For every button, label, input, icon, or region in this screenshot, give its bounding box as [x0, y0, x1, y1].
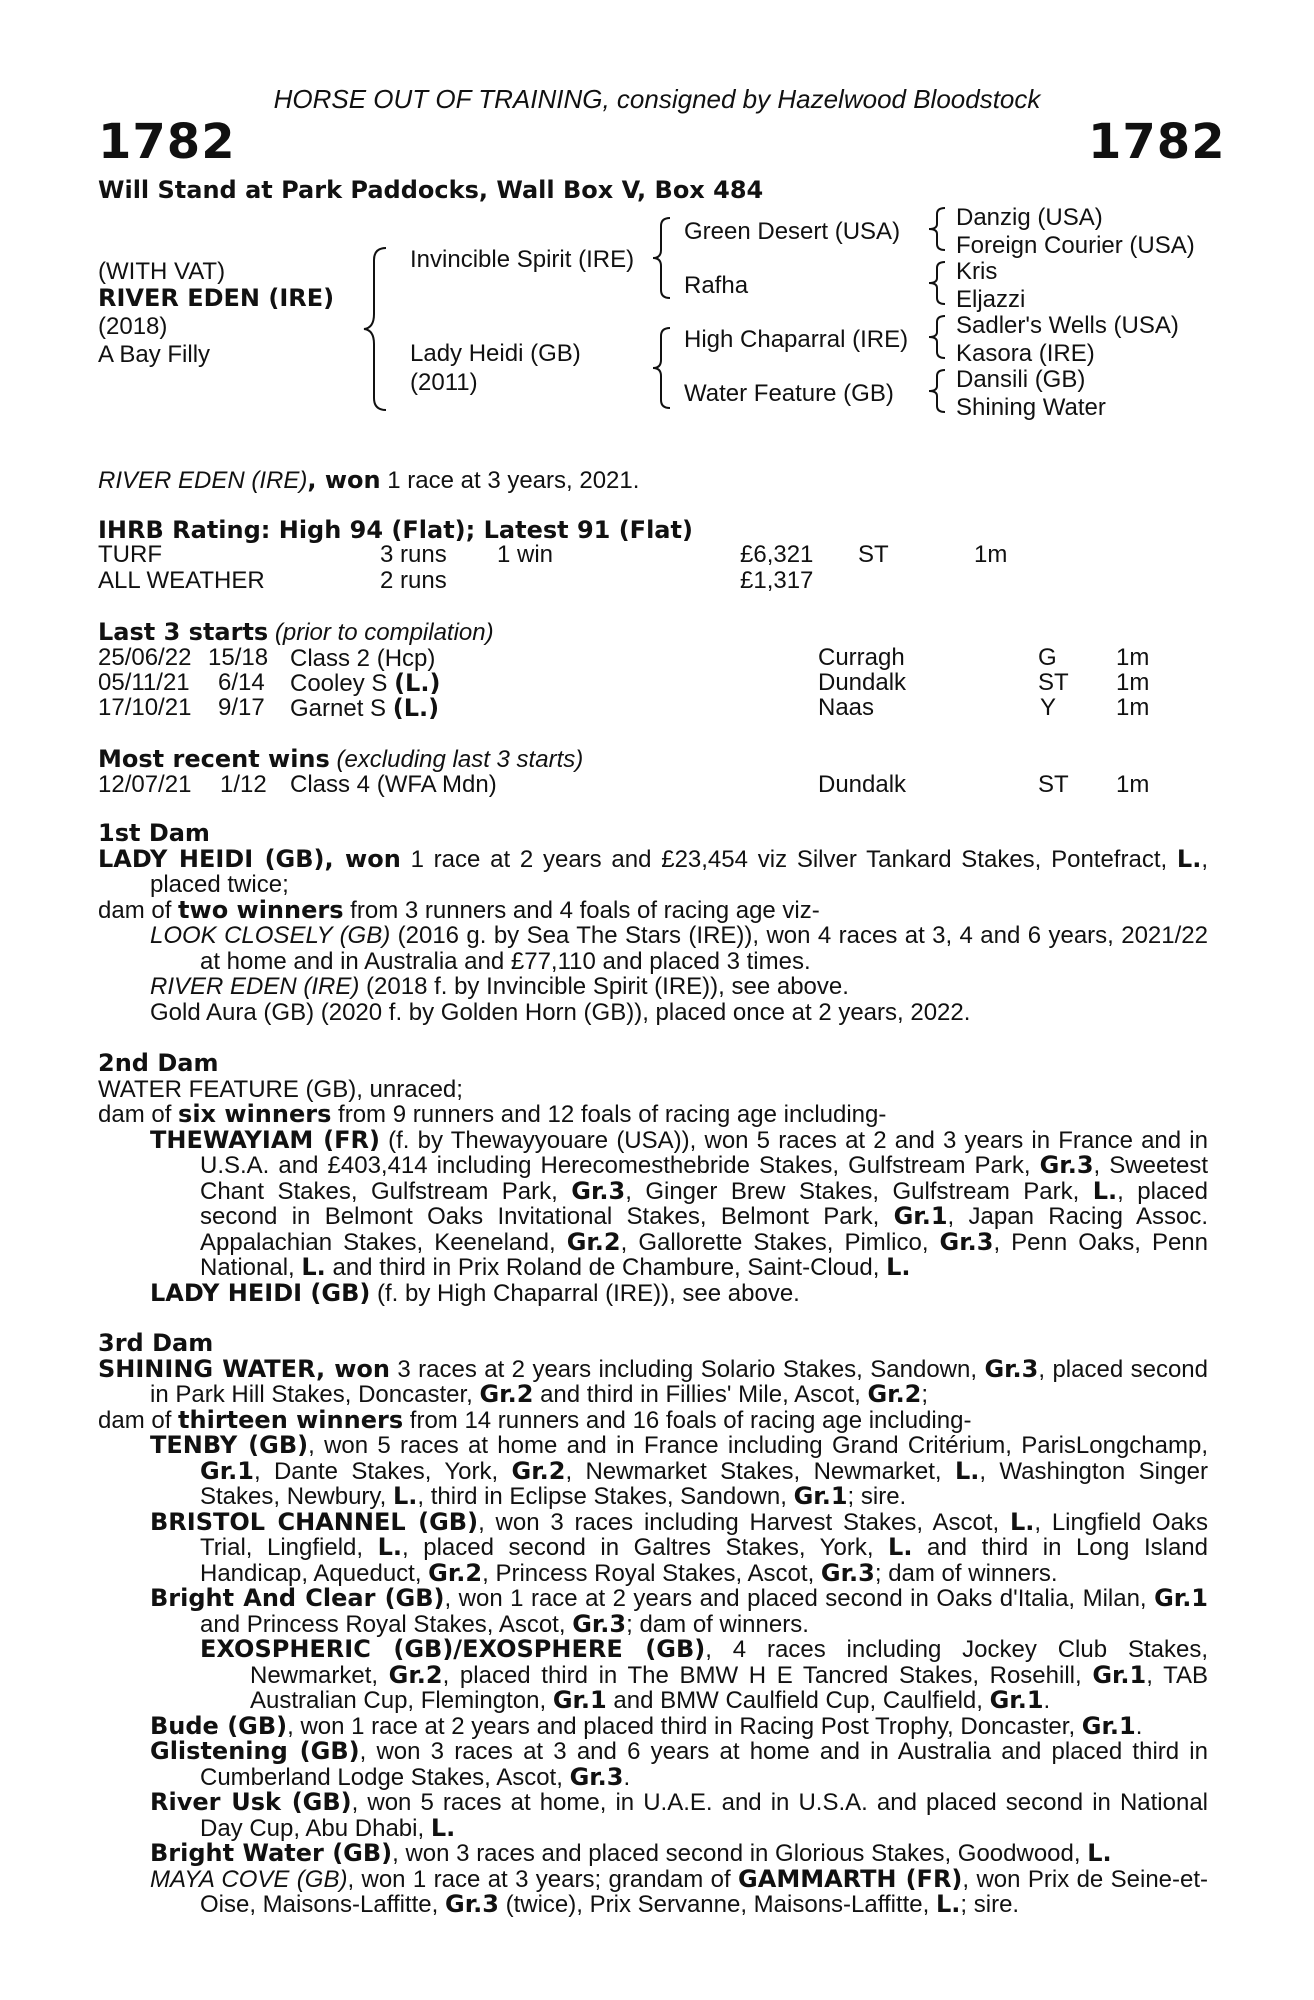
third-dam-offspring: Bright And Clear (GB), won 1 race at 2 years and placed second in Oaks d'Italia, Milan, Gr.1 and Princess Royal Stakes, Ascot, Gr.3; dam of winners.: [150, 1584, 1209, 1638]
win-race: Class 4 (WFA Mdn): [290, 771, 497, 798]
pedigree-brace-ss: [926, 206, 948, 252]
recent-wins-title: Most recent wins: [98, 745, 330, 773]
start-date: 17/10/21: [98, 694, 192, 721]
summary-horse-name: RIVER EDEN (IRE): [98, 467, 308, 494]
horse-name: RIVER EDEN (IRE): [98, 284, 335, 312]
pedigree-brace-dd: [926, 368, 948, 414]
last-starts-heading: [98, 618, 494, 647]
start-going: Y: [1040, 694, 1057, 721]
win-position: 1/12: [220, 771, 267, 798]
win-course: Dundalk: [818, 771, 907, 798]
third-dam-offspring: MAYA COVE (GB), won 1 race at 3 years; grandam of GAMMARTH (FR), won Prix de Seine-et-Oise, Maisons-Laffitte, Gr.3 (twice), Prix Servanne, Maisons-Laffitte, L.; sire.: [150, 1864, 1209, 1918]
rating-going: ST: [858, 541, 889, 568]
win-distance: 1m: [1116, 771, 1150, 798]
dam-sire: High Chaparral (IRE): [684, 326, 909, 353]
rating-runs: 2 runs: [380, 567, 447, 594]
vat-note: (WITH VAT): [98, 258, 226, 285]
dam: Lady Heidi (GB): [410, 340, 581, 367]
third-dam-offspring: Bude (GB), won 1 race at 2 years and placed third in Racing Post Trophy, Doncaster, Gr.1.: [150, 1711, 1143, 1740]
start-date: 25/06/22: [98, 644, 192, 671]
start-position: 9/17: [218, 694, 265, 721]
start-course: Curragh: [818, 644, 905, 671]
start-date: 05/11/21: [98, 669, 190, 696]
pedigree-brace-ds: [926, 314, 948, 360]
dam-year: (2011): [410, 369, 478, 396]
dam-dam-dam: Shining Water: [956, 394, 1106, 421]
dam-sire-sire: Sadler's Wells (USA): [956, 312, 1179, 339]
start-position: 15/18: [208, 644, 269, 671]
rating-surface: TURF: [98, 541, 162, 568]
recent-wins-note: (excluding last 3 starts): [329, 746, 584, 773]
third-dam-produce-summary: dam of thirteen winners from 14 runners and 16 foals of racing age including-: [98, 1405, 972, 1434]
pedigree-brace-sd: [926, 260, 948, 306]
sire-sire-sire: Danzig (USA): [956, 204, 1103, 231]
horse-description: A Bay Filly: [98, 341, 211, 368]
third-dam-offspring: Glistening (GB), won 3 races at 3 and 6 years at home and in Australia and placed third in Cumberland Lodge Stakes, Ascot, Gr.3.: [150, 1737, 1208, 1791]
start-race: Cooley S (L.): [290, 669, 441, 697]
sire-dam-dam: Eljazzi: [956, 286, 1026, 313]
horse-year: (2018): [98, 313, 168, 340]
first-dam-heading: 1st Dam: [98, 819, 210, 847]
rating-wins: 1 win: [497, 541, 554, 568]
start-race: Garnet S (L.): [290, 694, 440, 722]
sire-sire-dam: Foreign Courier (USA): [956, 232, 1195, 259]
rating-prize: £6,321: [740, 541, 814, 568]
win-going-label: ST: [1038, 771, 1069, 798]
second-dam-offspring: THEWAYIAM (FR) (f. by Thewayyouare (USA)), won 5 races at 2 and 3 years in France and in U.S.A. and £403,414 including Herecomesthebride Stakes, Gulfstream Park, Gr.3, Sweetest Chant Stakes, Gulfstream Park, Gr.3, Ginger Brew Stakes, Gulfstream Park, L., placed second in Belmont Oaks Invitational Stakes, Belmont Park, Gr.1, Japan Racing Assoc. Appalachian Stakes, Keeneland, Gr.2, Gallorette Stakes, Pimlico, Gr.3, Penn Oaks, Penn National, L. and third in Prix Roland de Chambure, Saint-Cloud, L.: [150, 1125, 1209, 1281]
pedigree-brace-main: [360, 246, 390, 412]
start-going: ST: [1038, 669, 1069, 696]
first-dam-offspring: RIVER EDEN (IRE) (2018 f. by Invincible Spirit (IRE)), see above.: [150, 973, 849, 1000]
third-dam-offspring: River Usk (GB), won 5 races at home, in U.A.E. and in U.S.A. and placed second in National Day Cup, Abu Dhabi, L.: [150, 1788, 1209, 1842]
consignor-note: HORSE OUT OF TRAINING, consigned by Hazelwood Bloodstock: [273, 84, 1041, 114]
sire-sire: Green Desert (USA): [684, 218, 901, 245]
second-dam-produce-summary: dam of six winners from 9 runners and 12 foals of racing age including-: [98, 1100, 887, 1128]
third-dam-offspring: Bright Water (GB), won 3 races and placed second in Glorious Stakes, Goodwood, L.: [150, 1839, 1112, 1867]
first-dam-offspring: Gold Aura (GB) (2020 f. by Golden Horn (GB)), placed once at 2 years, 2022.: [150, 998, 971, 1026]
third-dam-grandchild: EXOSPHERIC (GB)/EXOSPHERE (GB), 4 races including Jockey Club Stakes, Newmarket, Gr.2, placed third in The BMW H E Tancred Stakes, Rosehill, Gr.1, TAB Australian Cup, Flemington, Gr.1 and BMW Caulfield Cup, Caulfield, Gr.1.: [200, 1635, 1209, 1714]
start-course: Dundalk: [818, 669, 907, 696]
first-dam-record: LADY HEIDI (GB), won 1 race at 2 years and £23,454 viz Silver Tankard Stakes, Pontefract, L., placed twice;: [98, 844, 1208, 898]
third-dam-offspring: BRISTOL CHANNEL (GB), won 3 races including Harvest Stakes, Ascot, L., Lingfield Oaks Trial, Lingfield, L., placed second in Galtres Stakes, York, L. and third in Long Island Handicap, Aqueduct, Gr.2, Princess Royal Stakes, Ascot, Gr.3; dam of winners.: [150, 1507, 1209, 1587]
win-date: 12/07/21: [98, 771, 192, 798]
third-dam-heading: 3rd Dam: [98, 1329, 214, 1357]
rating-distance: 1m: [974, 541, 1008, 568]
first-dam-section: [98, 821, 1208, 1025]
start-distance: 1m: [1116, 644, 1150, 671]
recent-wins-heading: [98, 745, 583, 774]
sire: Invincible Spirit (IRE): [410, 246, 635, 273]
lot-number-left: 1782: [98, 114, 236, 170]
pedigree-brace-dam: [650, 326, 674, 410]
last-starts-title: Last 3 starts: [98, 618, 269, 646]
sire-dam: Rafha: [684, 272, 749, 299]
rating-surface: ALL WEATHER: [98, 567, 265, 594]
dam-sire-dam: Kasora (IRE): [956, 340, 1095, 367]
race-summary: RIVER EDEN (IRE), won 1 race at 3 years, 2021.: [98, 466, 640, 494]
second-dam-record: WATER FEATURE (GB), unraced;: [98, 1075, 463, 1103]
start-position: 6/14: [218, 669, 265, 696]
third-dam-record: SHINING WATER, won 3 races at 2 years including Solario Stakes, Sandown, Gr.3, placed second in Park Hill Stakes, Doncaster, Gr.2 and third in Fillies' Mile, Ascot, Gr.2;: [98, 1354, 1208, 1408]
lot-number-right: 1782: [1088, 114, 1226, 170]
second-dam-offspring: LADY HEIDI (GB) (f. by High Chaparral (IRE)), see above.: [150, 1278, 800, 1307]
sire-dam-sire: Kris: [956, 258, 998, 285]
dam-dam: Water Feature (GB): [684, 380, 894, 407]
start-distance: 1m: [1116, 669, 1150, 696]
rating-prize: £1,317: [740, 567, 814, 594]
last-starts-note: (prior to compilation): [268, 619, 494, 646]
first-dam-produce-summary: dam of two winners from 3 runners and 4 foals of racing age viz-: [98, 895, 820, 924]
first-dam-offspring: LOOK CLOSELY (GB) (2016 g. by Sea The Stars (IRE)), won 4 races at 3, 4 and 6 years, 2021/22 at home and in Australia and £77,110 and placed 3 times.: [150, 922, 1208, 975]
dam-dam-sire: Dansili (GB): [956, 366, 1086, 393]
third-dam-section: [98, 1331, 1208, 1918]
rating-runs: 3 runs: [380, 541, 447, 568]
summary-rest: 1 race at 3 years, 2021.: [380, 467, 640, 494]
stable-location: Will Stand at Park Paddocks, Wall Box V, Box 484: [98, 176, 764, 204]
rating-title: IHRB Rating: High 94 (Flat); Latest 91 (Flat): [98, 516, 693, 544]
start-course: Naas: [818, 694, 875, 721]
start-race: Class 2 (Hcp): [290, 645, 436, 672]
third-dam-offspring: TENBY (GB), won 5 races at home and in France including Grand Critérium, ParisLongchamp, Gr.1, Dante Stakes, York, Gr.2, Newmarket Stakes, Newmarket, L., Washington Singer Stakes, Newbury, L., third in Eclipse Stakes, Sandown, Gr.1; sire.: [150, 1431, 1208, 1510]
start-going: G: [1038, 644, 1057, 671]
summary-won: won: [324, 466, 381, 494]
second-dam-section: [98, 1051, 1208, 1306]
start-distance: 1m: [1116, 694, 1150, 721]
pedigree-brace-sire: [650, 216, 674, 300]
second-dam-heading: 2nd Dam: [98, 1049, 219, 1077]
